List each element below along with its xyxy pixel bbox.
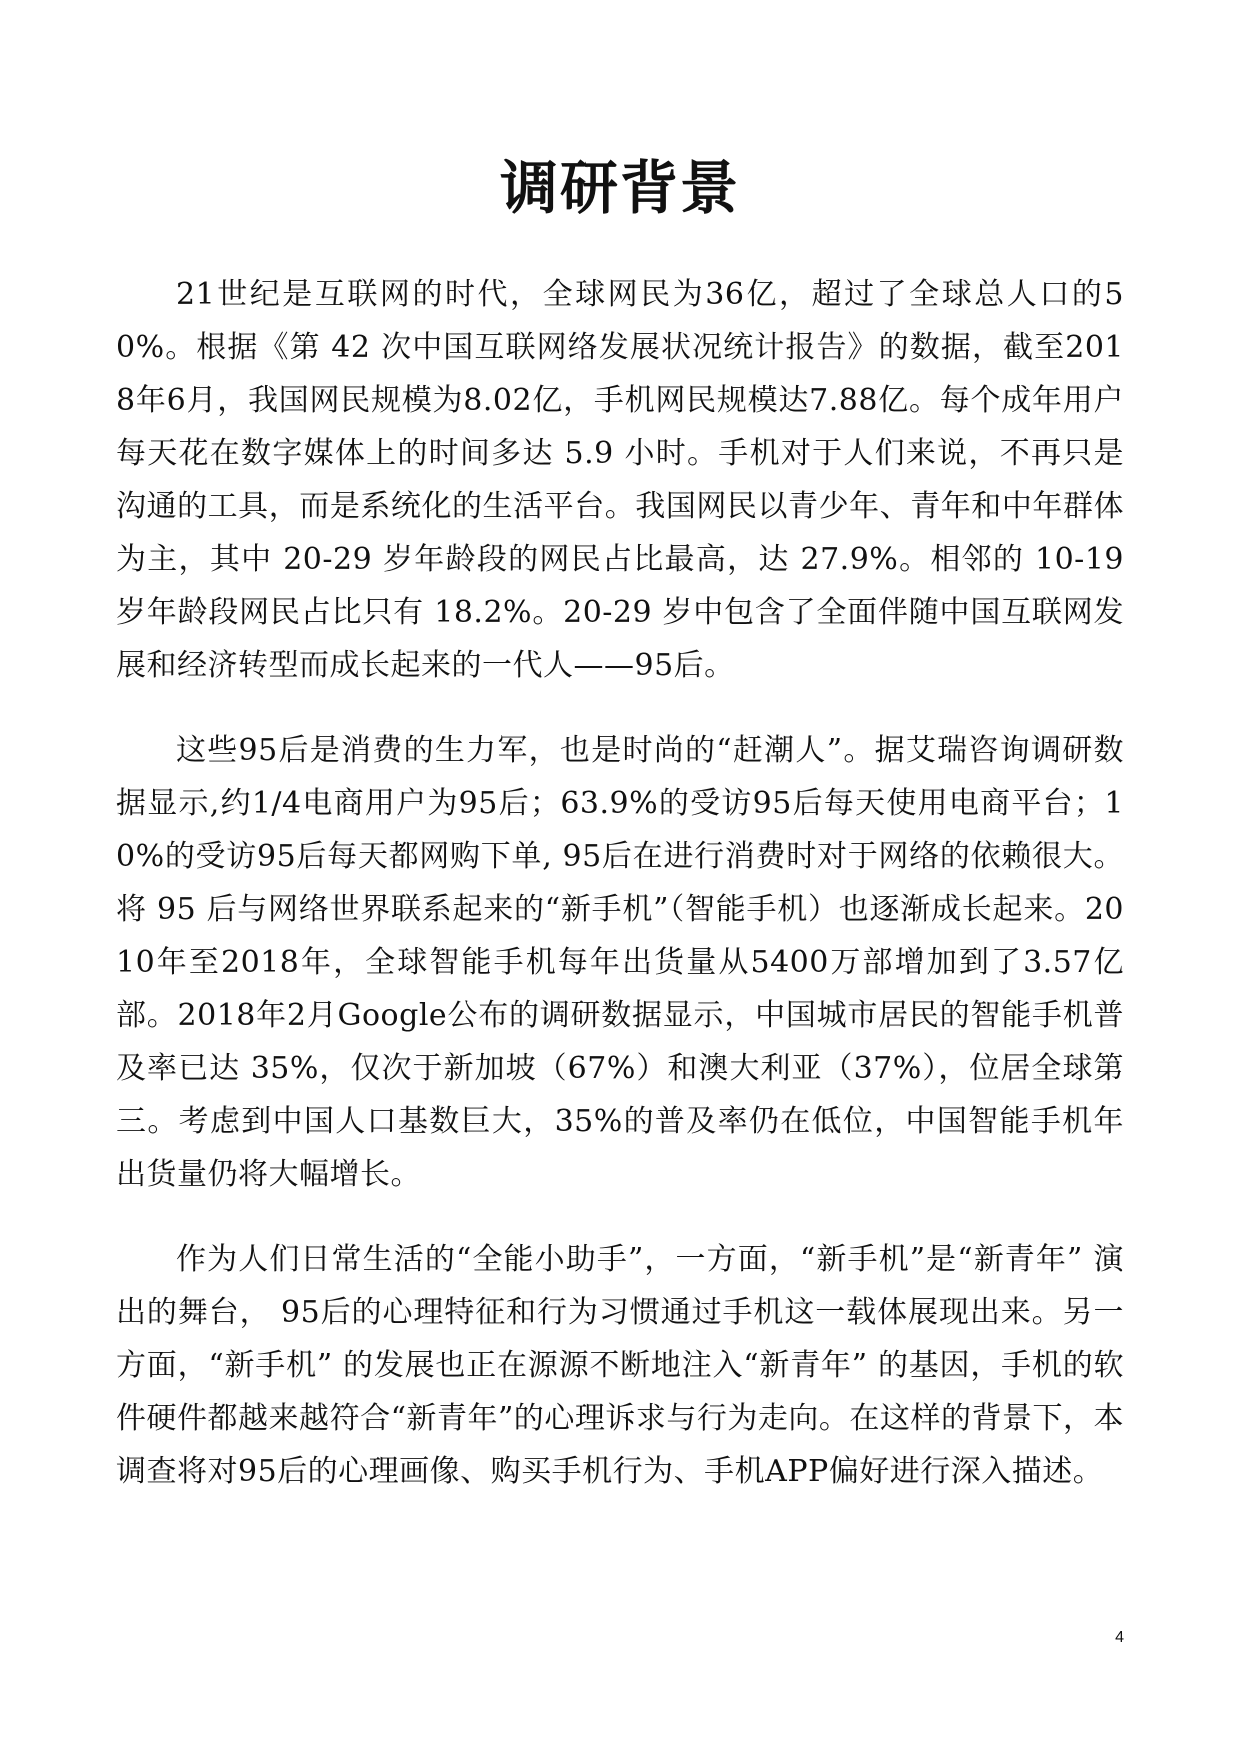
page-title: 调研背景: [499, 154, 740, 222]
paragraph-internet-background: 21世纪是互联网的时代，全球网民为36亿，超过了全球总人口的50%。根据《第 42 次中国互联网络发展状况统计报告》的数据，截至2018年6月，我国网民规模为8.02亿，手机网民规模达7.88亿。每个成年用户每天花在数字媒体上的时间多达 5.9 小时。手机对于人们来说，不再只是沟通的工具，而是系统化的生活平台。我国网民以青少年、青年和中年群体为主，其中 20-29 岁年龄段的网民占比最高，达 27.9%。相邻的 10-19 岁年龄段网民占比只有 18.2%。20-29 岁中包含了全面伴随中国互联网发展和经济转型而成长起来的一代人——95后。: [116, 277, 1124, 683]
page-number: 4: [1115, 1629, 1124, 1646]
paragraph-research-purpose: 作为人们日常生活的“全能小助手”，一方面，“新手机”是“新青年” 演出的舞台， 95后的心理特征和行为习惯通过手机这一载体展现出来。另一方面，“新手机” 的发展也正在源源不断地注入“新青年” 的基因，手机的软件硬件都越来越符合“新青年”的心理诉求与行为走向。在这样的背景下，本调查将对95后的心理画像、购买手机行为、手机APP偏好进行深入描述。: [116, 1242, 1124, 1489]
paragraph-post-95-consumers: 这些95后是消费的生力军，也是时尚的“赶潮人”。据艾瑞咨询调研数据显示,约1/4电商用户为95后；63.9%的受访95后每天使用电商平台；10%的受访95后每天都网购下单, 95后在进行消费时对于网络的依赖很大。将 95 后与网络世界联系起来的“新手机”（智能手机）也逐渐成长起来。2010年至2018年，全球智能手机每年出货量从5400万部增加到了3.57亿部。2018年2月Google公布的调研数据显示，中国城市居民的智能手机普及率已达 35%，仅次于新加坡（67%）和澳大利亚（37%），位居全球第三。考虑到中国人口基数巨大，35%的普及率仍在低位，中国智能手机年出货量仍将大幅增长。: [116, 733, 1124, 1192]
body-text: [116, 268, 1124, 1530]
